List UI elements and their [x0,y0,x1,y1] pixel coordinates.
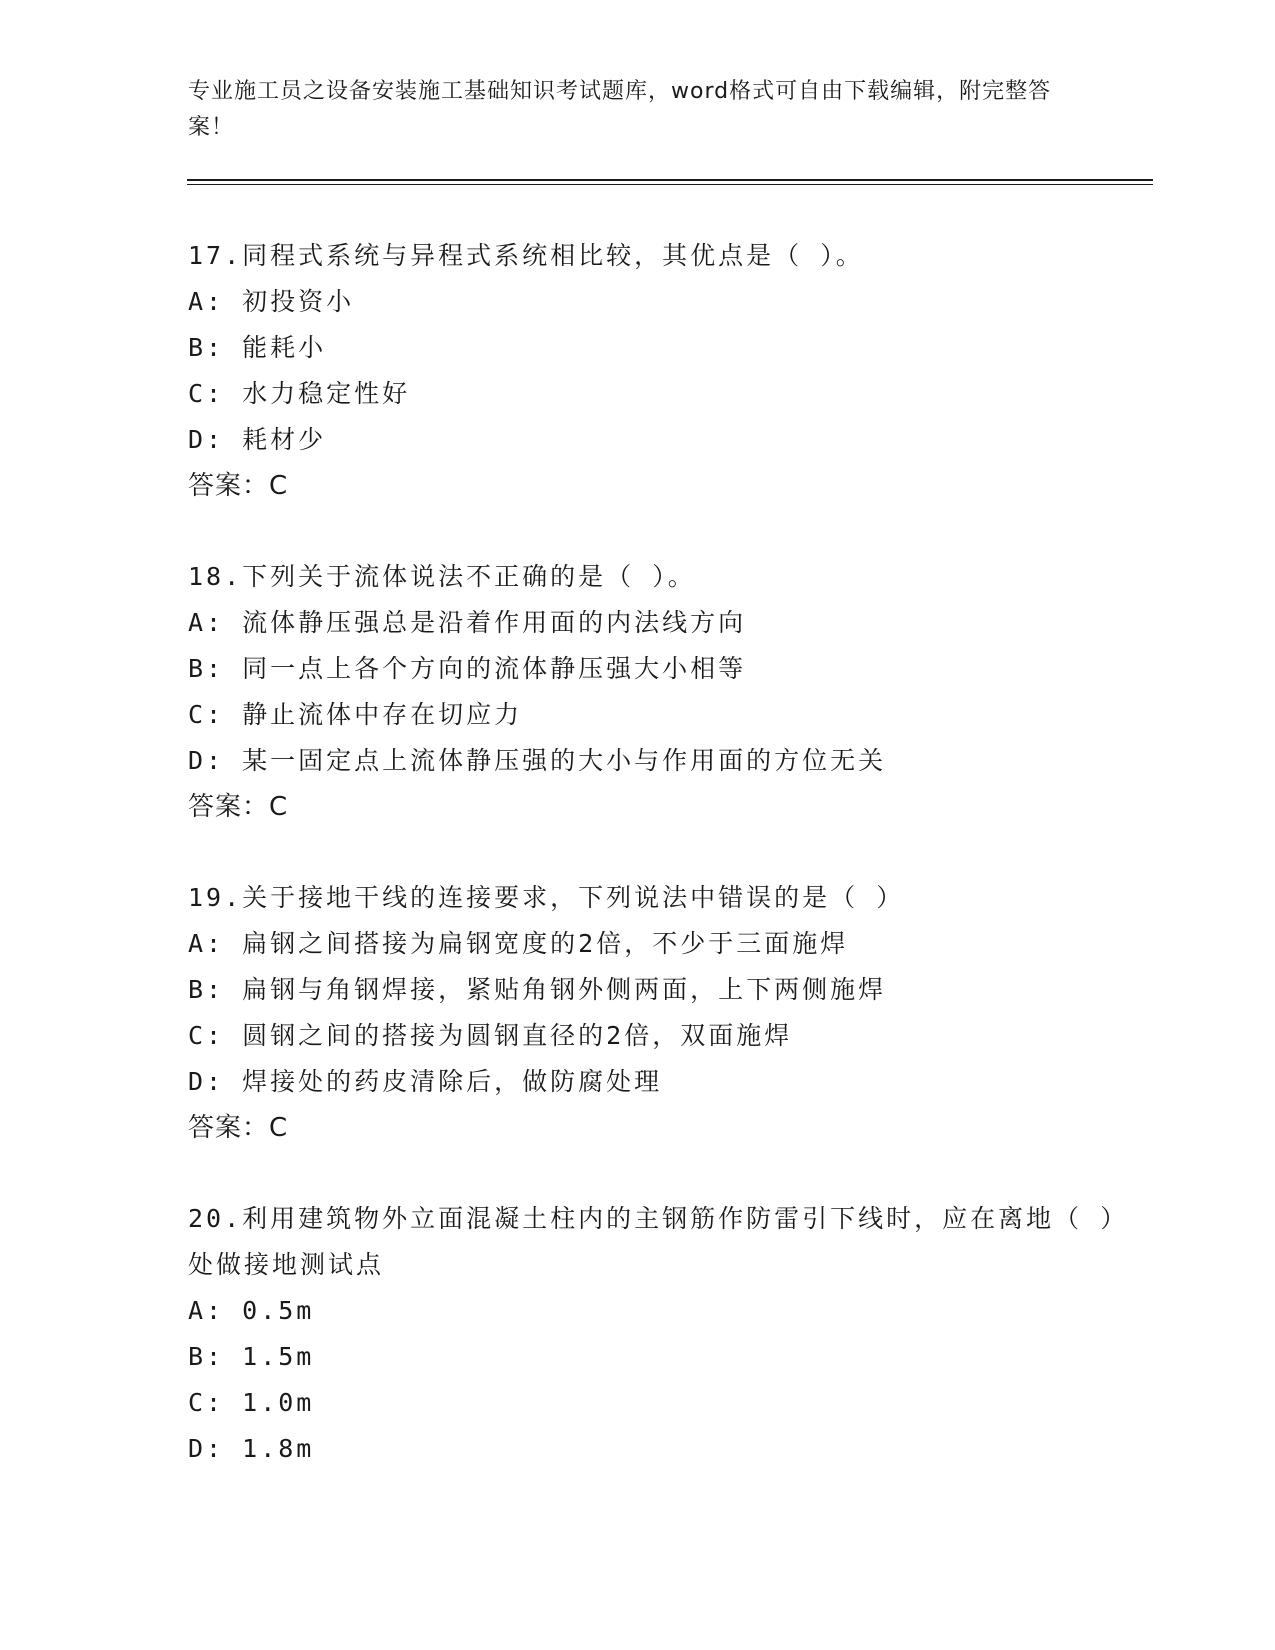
option-b: B: 同一点上各个方向的流体静压强大小相等 [188,654,747,683]
header-divider-thin [187,184,1153,185]
question-17 [188,233,1148,509]
header-divider [187,179,1153,181]
option-d: D: 耗材少 [188,425,327,454]
option-d: D: 某一固定点上流体静压强的大小与作用面的方位无关 [188,746,887,775]
option-b: B: 扁钢与角钢焊接，紧贴角钢外侧两面，上下两侧施焊 [188,975,887,1004]
option-d: D: 1.8m [188,1434,315,1463]
option-c: C: 静止流体中存在切应力 [188,700,523,729]
option-a: A: 初投资小 [188,287,355,316]
answer: 答案：C [188,471,289,501]
question-18 [188,554,1148,830]
option-b: B: 能耗小 [188,333,327,362]
option-b: B: 1.5m [188,1342,315,1371]
question-stem: 18.下列关于流体说法不正确的是（ ）。 [188,562,696,591]
question-stem: 20.利用建筑物外立面混凝土柱内的主钢筋作防雷引下线时，应在离地（ ）处做接地测试点 [188,1204,1129,1279]
question-stem: 19.关于接地干线的连接要求，下列说法中错误的是（ ） [188,883,905,912]
option-a: A: 流体静压强总是沿着作用面的内法线方向 [188,608,747,637]
option-a: A: 0.5m [188,1296,315,1325]
option-c: C: 1.0m [188,1388,315,1417]
document-header: 专业施工员之设备安装施工基础知识考试题库，word格式可自由下载编辑，附完整答案！ [188,79,1052,140]
question-stem: 17.同程式系统与异程式系统相比较，其优点是（ ）。 [188,241,864,270]
question-19 [188,875,1148,1151]
option-c: C: 水力稳定性好 [188,379,411,408]
answer: 答案：C [188,792,289,822]
answer: 答案：C [188,1113,289,1143]
question-20 [188,1196,1148,1472]
option-a: A: 扁钢之间搭接为扁钢宽度的2倍，不少于三面施焊 [188,929,849,958]
option-d: D: 焊接处的药皮清除后，做防腐处理 [188,1067,663,1096]
question-list [188,233,1148,1517]
option-c: C: 圆钢之间的搭接为圆钢直径的2倍，双面施焊 [188,1021,793,1050]
